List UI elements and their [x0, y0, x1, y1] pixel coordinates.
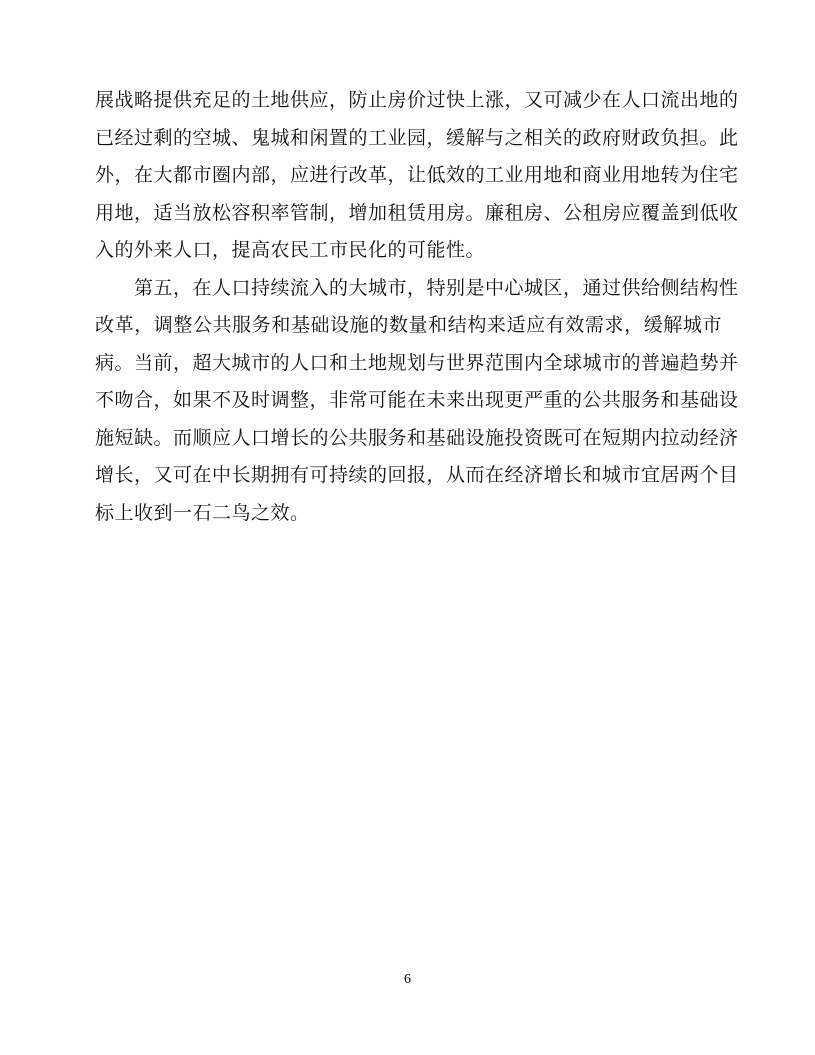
text-line: 改革，调整公共服务和基础设施的数量和结构来适应有效需求，缓解城市: [95, 314, 722, 336]
text-line: 增长，又可在中长期拥有可持续的回报，从而在经济增长和城市宜居两个目: [95, 464, 739, 486]
paragraph-1: [95, 82, 739, 270]
text-line: 已经过剩的空城、鬼城和闲置的工业园，缓解与之相关的政府财政负担。此: [95, 126, 739, 149]
text-line: 第五，在人口持续流入的大城市，特别是中心城区，通过供给侧结构性: [95, 276, 739, 299]
text-line: 病。当前，超大城市的人口和土地规划与世界范围内全球城市的普遍趋势并: [95, 351, 739, 374]
paragraph-2: [95, 270, 739, 533]
document-body: [95, 82, 739, 532]
page-number: 6: [404, 972, 411, 987]
text-line: 用地，适当放松容积率管制，增加租赁用房。廉租房、公租房应覆盖到低收: [95, 201, 739, 224]
text-line: 外，在大都市圈内部，应进行改革，让低效的工业用地和商业用地转为住宅: [95, 164, 739, 186]
text-line: 标上收到一石二鸟之效。: [95, 501, 310, 524]
text-line: 施短缺。而顺应人口增长的公共服务和基础设施投资既可在短期内拉动经济: [95, 426, 739, 449]
text-line: 不吻合，如果不及时调整，非常可能在未来出现更严重的公共服务和基础设: [95, 389, 739, 411]
text-line: 入的外来人口，提高农民工市民化的可能性。: [95, 239, 486, 261]
text-line: 展战略提供充足的土地供应，防止房价过快上涨，又可减少在人口流出地的: [95, 89, 739, 111]
